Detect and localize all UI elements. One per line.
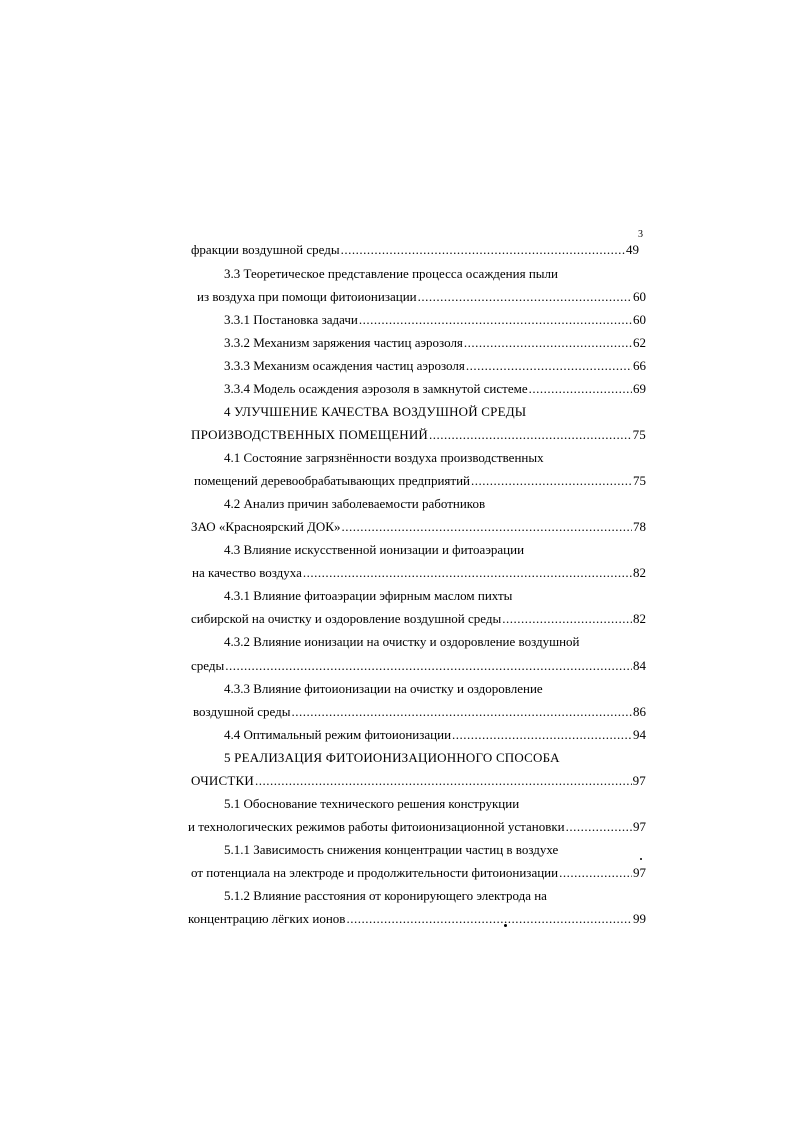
toc-entry-title: воздушной среды: [193, 704, 291, 719]
toc-leader: [291, 702, 632, 722]
toc-entry-page: 75: [633, 473, 646, 488]
toc-entry: [224, 356, 646, 376]
chapter-heading: 4 УЛУЧШЕНИЕ КАЧЕСТВА ВОЗДУШНОЙ СРЕДЫ: [224, 404, 527, 419]
toc-entry: [191, 656, 646, 676]
toc-entry: [191, 771, 646, 791]
toc-entry-title: и технологических режимов работы фитоионизационной установки: [188, 819, 565, 834]
toc-entry-page: 97: [632, 773, 646, 788]
toc-entry-page: 94: [633, 727, 646, 742]
toc-leader: [303, 563, 632, 583]
toc-entry-title: ЗАО «Красноярский ДОК»: [191, 519, 341, 534]
toc-entry: [197, 287, 646, 307]
toc-leader: [502, 609, 632, 629]
toc-entry: 4.3.3 Влияние фитоионизации на очистку и оздоровление: [224, 681, 543, 696]
toc-entry-title: помещений деревообрабатывающих предприятий: [194, 473, 470, 488]
toc-entry: 5.1.1 Зависимость снижения концентрации частиц в воздухе: [224, 842, 559, 857]
toc-leader: [341, 240, 625, 260]
toc-leader: [566, 817, 632, 837]
toc-leader: [225, 656, 632, 676]
toc-entry-page: 62: [633, 335, 646, 350]
toc-entry-page: 97: [633, 865, 646, 880]
toc-entry-page: 66: [633, 358, 646, 373]
toc-entry-page: 75: [632, 427, 646, 442]
toc-entry-title: сибирской на очистку и оздоровление воздушной среды: [191, 611, 502, 626]
toc-entry-page: 49: [626, 242, 639, 257]
toc-leader: [341, 517, 632, 537]
scan-speck: [504, 924, 507, 927]
toc-entry: [224, 379, 646, 399]
toc-entry: [193, 702, 646, 722]
toc-entry: [224, 725, 646, 745]
toc-leader: [529, 379, 632, 399]
page-number: 3: [638, 229, 643, 240]
toc-leader: [359, 310, 632, 330]
toc-leader: [346, 909, 632, 929]
toc-entry: [191, 425, 646, 445]
toc-entry: [191, 863, 646, 883]
toc-entry: [224, 310, 646, 330]
scan-speck: [640, 858, 642, 860]
toc-entry-page: 60: [633, 289, 646, 304]
toc-entry-page: 97: [633, 819, 646, 834]
toc-entry-title: ПРОИЗВОДСТВЕННЫХ ПОМЕЩЕНИЙ: [191, 427, 429, 442]
toc-entry-title: концентрацию лёгких ионов: [188, 911, 346, 926]
toc-entry-page: 82: [633, 611, 646, 626]
toc-entry-title: на качество воздуха: [192, 565, 302, 580]
toc-entry-title: фракции воздушной среды: [191, 242, 340, 257]
toc-leader: [255, 771, 632, 791]
toc-entry: 5.1.2 Влияние расстояния от коронирующего электрода на: [224, 888, 547, 903]
toc-entry-title: 3.3.3 Механизм осаждения частиц аэрозоля: [224, 358, 465, 373]
toc-leader: [559, 863, 632, 883]
toc-entry-page: 60: [633, 312, 646, 327]
toc-leader: [464, 333, 632, 353]
toc-entry-page: 86: [633, 704, 646, 719]
chapter-heading: 5 РЕАЛИЗАЦИЯ ФИТОИОНИЗАЦИОННОГО СПОСОБА: [224, 750, 560, 765]
toc-entry: 4.3.2 Влияние ионизации на очистку и оздоровление воздушной: [224, 634, 580, 649]
toc-entry-page: 84: [633, 658, 646, 673]
toc-entry-page: 78: [633, 519, 646, 534]
toc-entry-title: 4.4 Оптимальный режим фитоионизации: [224, 727, 452, 742]
toc-entry: 5.1 Обоснование технического решения конструкции: [224, 796, 520, 811]
toc-entry-title: от потенциала на электроде и продолжительности фитоионизации: [191, 865, 559, 880]
toc-entry: 4.2 Анализ причин заболеваемости работников: [224, 496, 486, 511]
toc-entry: [188, 817, 646, 837]
toc-entry: [192, 563, 646, 583]
toc-entry-title: из воздуха при помощи фитоионизации: [197, 289, 417, 304]
toc-leader: [466, 356, 632, 376]
toc-entry: [191, 240, 639, 260]
toc-entry-title: 3.3.1 Постановка задачи: [224, 312, 358, 327]
toc-entry-page: 99: [633, 911, 646, 926]
toc-entry: [191, 609, 646, 629]
toc-entry-page: 82: [633, 565, 646, 580]
toc-entry: [188, 909, 646, 929]
toc-entry: [224, 333, 646, 353]
toc-entry-title: среды: [191, 658, 225, 673]
toc-entry-title: 3.3.2 Механизм заряжения частиц аэрозоля: [224, 335, 463, 350]
toc-entry: 4.1 Состояние загрязнённости воздуха производственных: [224, 450, 544, 465]
toc-leader: [429, 425, 632, 445]
toc-entry: 4.3 Влияние искусственной ионизации и фитоаэрации: [224, 542, 525, 557]
toc-entry: [191, 517, 646, 537]
toc-entry-title: 3.3.4 Модель осаждения аэрозоля в замкнутой системе: [224, 381, 528, 396]
toc-entry-title: ОЧИСТКИ: [191, 773, 254, 788]
toc-entry: [194, 471, 646, 491]
toc-leader: [418, 287, 632, 307]
toc-entry-page: 69: [633, 381, 646, 396]
toc-leader: [452, 725, 632, 745]
toc-entry: 4.3.1 Влияние фитоаэрации эфирным маслом пихты: [224, 588, 513, 603]
toc-leader: [471, 471, 632, 491]
toc-entry: 3.3 Теоретическое представление процесса осаждения пыли: [224, 266, 558, 281]
